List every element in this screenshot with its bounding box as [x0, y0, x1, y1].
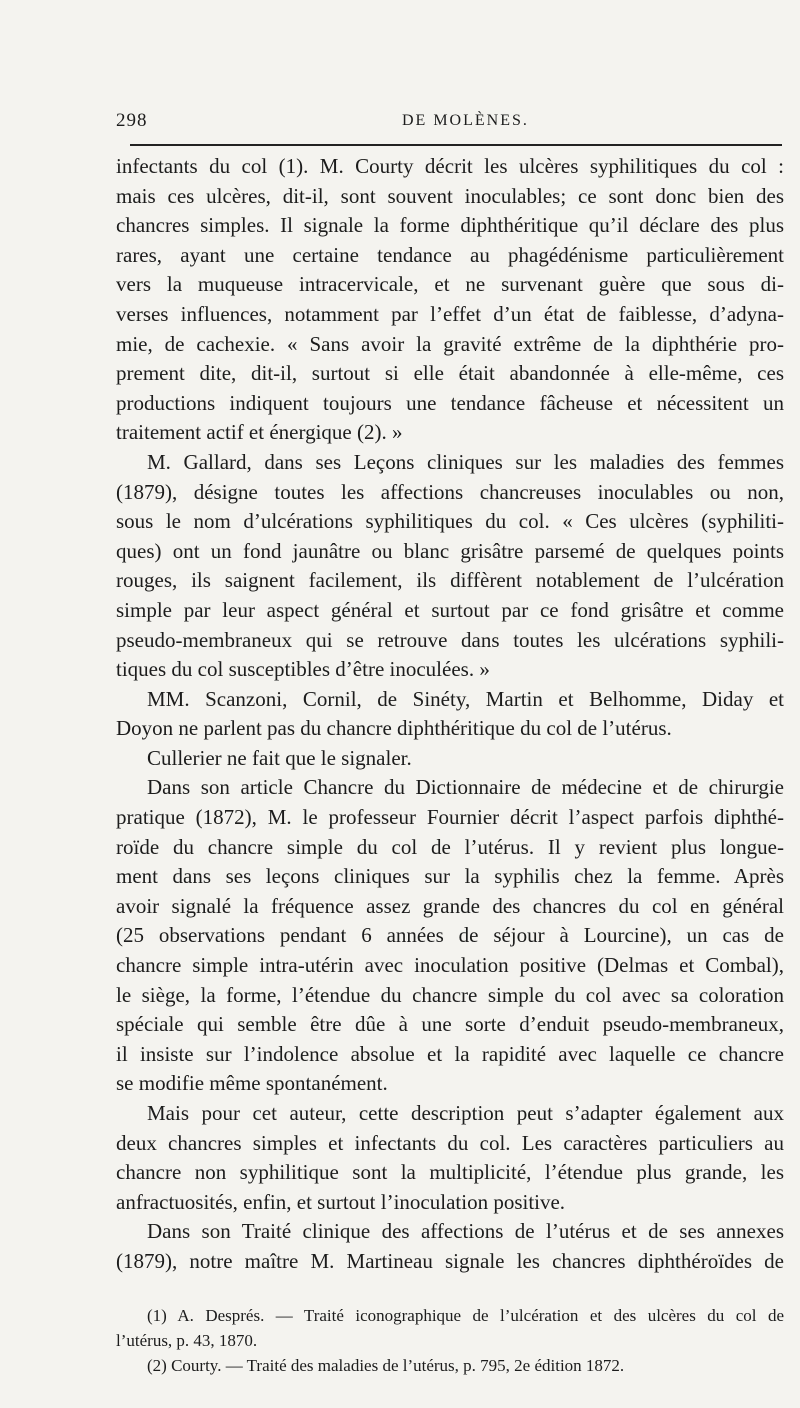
body-text-line: traitement actif et énergique (2). » — [116, 420, 403, 445]
body-text-line: (1879), notre maître M. Martineau signale les chancres diphthéroïdes de — [116, 1248, 784, 1273]
body-text-line: M. Gallard, dans ses Leçons cliniques sur les maladies des femmes — [147, 449, 784, 474]
body-text-line: prement dite, dit-il, surtout si elle était abandonnée à elle-même, ces — [116, 361, 784, 386]
page — [116, 110, 784, 1378]
body-text-line: pseudo-membraneux qui se retrouve dans toutes les ulcérations syphili- — [116, 627, 784, 652]
body-text-line: Cullerier ne fait que le signaler. — [147, 745, 412, 770]
body-text-line: (1879), désigne toutes les affections chancreuses inoculables ou non, — [116, 479, 784, 504]
body-text-line: roïde du chancre simple du col de l’utérus. Il y revient plus longue- — [116, 834, 784, 859]
running-head — [116, 110, 784, 138]
body-text-line: Doyon ne parlent pas du chancre diphthéritique du col de l’utérus. — [116, 716, 672, 741]
body-text-line: rares, ayant une certaine tendance au phagédénisme particulièrement — [116, 242, 784, 267]
body-text-line: vers la muqueuse intracervicale, et ne survenant guère que sous di- — [116, 272, 784, 297]
body-text-line: pratique (1872), M. le professeur Fournier décrit l’aspect parfois diphthé- — [116, 805, 784, 830]
footnote-line: (1) A. Després. — Traité iconographique de l’ulcération et des ulcères du col de — [147, 1305, 784, 1325]
body-text-line: productions indiquent toujours une tendance fâcheuse et nécessitent un — [116, 390, 784, 415]
body-text-line: chancres simples. Il signale la forme diphthéritique qu’il déclare des plus — [116, 213, 784, 238]
body-text-line: ques) ont un fond jaunâtre ou blanc grisâtre parsemé de quelques points — [116, 538, 784, 563]
page-number: 298 — [116, 110, 148, 131]
body-text-line: simple par leur aspect général et surtout par ce fond grisâtre et comme — [116, 597, 784, 622]
body-text-line: tiques du col susceptibles d’être inoculées. » — [116, 657, 490, 682]
body-text-line: avoir signalé la fréquence assez grande des chancres du col en général — [116, 893, 784, 918]
body-text-line: ment dans ses leçons cliniques sur la syphilis chez la femme. Après — [116, 864, 784, 889]
body-text-line: le siège, la forme, l’étendue du chancre simple du col avec sa coloration — [116, 982, 784, 1007]
body-text-line: MM. Scanzoni, Cornil, de Sinéty, Martin et Belhomme, Diday et — [147, 686, 784, 711]
body-text-line: verses influences, notamment par l’effet d’un état de faiblesse, d’adyna- — [116, 301, 784, 326]
running-title: DE MOLÈNES. — [402, 112, 529, 129]
footnote-line: (2) Courty. — Traité des maladies de l’utérus, p. 795, 2e édition 1872. — [147, 1355, 625, 1375]
body-text-line: il insiste sur l’indolence absolue et la rapidité avec laquelle ce chancre — [116, 1041, 784, 1066]
header-rule — [130, 144, 782, 146]
body-text — [116, 152, 784, 1277]
body-text-line: spéciale qui semble être dûe à une sorte d’enduit pseudo-membraneux, — [116, 1012, 784, 1037]
body-text-line: se modifie même spontanément. — [116, 1071, 388, 1096]
body-text-line: chancre simple intra-utérin avec inoculation positive (Delmas et Combal), — [116, 953, 784, 978]
body-text-line: sous le nom d’ulcérations syphilitiques du col. « Ces ulcères (syphiliti- — [116, 509, 784, 534]
body-text-line: infectants du col (1). M. Courty décrit les ulcères syphilitiques du col : — [116, 154, 784, 178]
body-text-line: anfractuosités, enfin, et surtout l’inoculation positive. — [116, 1189, 566, 1214]
body-text-line: deux chancres simples et infectants du col. Les caractères particuliers au — [116, 1130, 784, 1155]
body-text-line: rouges, ils saignent facilement, ils diffèrent notablement de l’ulcération — [116, 568, 784, 593]
footnotes — [116, 1303, 784, 1378]
body-text-line: (25 observations pendant 6 années de séjour à Lourcine), un cas de — [116, 923, 784, 948]
footnote-line: l’utérus, p. 43, 1870. — [116, 1330, 258, 1350]
body-text-line: Dans son article Chancre du Dictionnaire de médecine et de chirurgie — [147, 775, 784, 800]
body-text-line: Dans son Traité clinique des affections de l’utérus et de ses annexes — [147, 1219, 784, 1244]
body-text-line: Mais pour cet auteur, cette description peut s’adapter également aux — [147, 1101, 784, 1125]
body-text-line: mais ces ulcères, dit-il, sont souvent inoculables; ce sont donc bien des — [116, 183, 784, 208]
body-text-line: mie, de cachexie. « Sans avoir la gravité extrême de la diphthérie pro- — [116, 331, 784, 356]
body-text-line: chancre non syphilitique sont la multiplicité, l’étendue plus grande, les — [116, 1160, 784, 1185]
